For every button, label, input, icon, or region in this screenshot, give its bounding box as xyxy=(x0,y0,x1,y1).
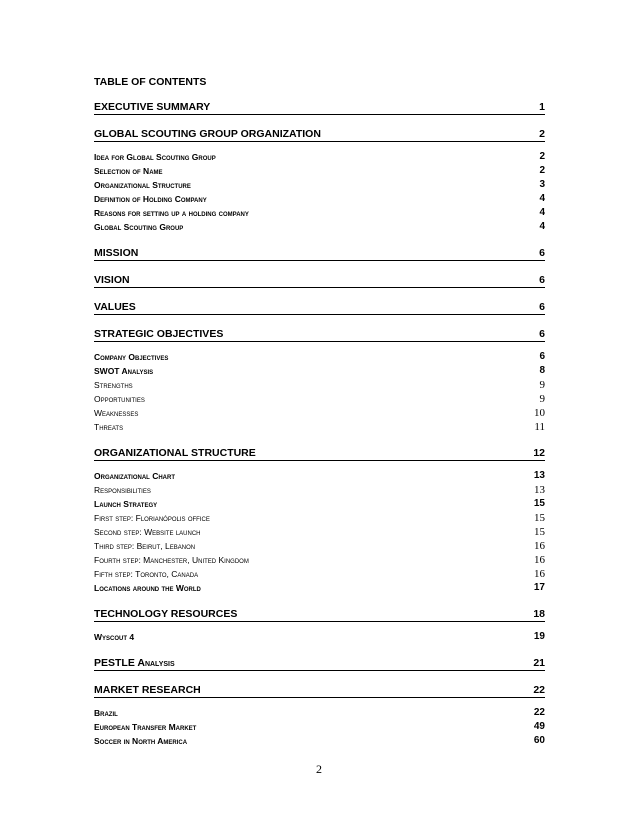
toc-entry-page: 19 xyxy=(533,631,545,642)
toc-entry-title: Idea for Global Scouting Group xyxy=(94,152,216,162)
toc-subentry-fifth-step[interactable] xyxy=(94,567,545,581)
toc-subentry-strengths[interactable] xyxy=(94,378,545,392)
toc-entry-title: Weaknesses xyxy=(94,408,139,418)
toc-entry-page: 21 xyxy=(533,657,545,669)
toc-entry-page: 13 xyxy=(534,484,545,496)
toc-entry-page: 22 xyxy=(533,684,545,696)
toc-entry-page: 9 xyxy=(539,393,545,405)
toc-entry-title: TECHNOLOGY RESOURCES xyxy=(94,608,238,620)
toc-entry-page: 11 xyxy=(534,421,545,433)
toc-title: TABLE OF CONTENTS xyxy=(94,76,207,88)
toc-subentry-brazil[interactable] xyxy=(94,706,545,720)
toc-entry-page: 15 xyxy=(534,512,545,524)
toc-entry-title: Organizational Chart xyxy=(94,471,175,481)
toc-heading-mission[interactable] xyxy=(94,247,545,261)
toc-subentry-launch-strategy[interactable] xyxy=(94,497,545,511)
toc-entry-page: 6 xyxy=(539,351,545,362)
toc-subentry-first-step[interactable] xyxy=(94,511,545,525)
toc-entry-title: Second step: Website launch xyxy=(94,527,201,537)
toc-entry-page: 15 xyxy=(534,526,545,538)
toc-heading-market-research[interactable] xyxy=(94,684,545,698)
toc-entry-title: Wyscout 4 xyxy=(94,632,135,642)
toc-heading-values[interactable] xyxy=(94,301,545,315)
toc-subentry-swot-analysis[interactable] xyxy=(94,364,545,378)
table-of-contents xyxy=(94,75,545,748)
toc-subentry-european-transfer-market[interactable] xyxy=(94,720,545,734)
toc-entry-title: GLOBAL SCOUTING GROUP ORGANIZATION xyxy=(94,128,321,140)
toc-subentry-wyscout[interactable] xyxy=(94,630,545,644)
toc-subentry-soccer-north-america[interactable] xyxy=(94,734,545,748)
toc-subentry-opportunities[interactable] xyxy=(94,392,545,406)
toc-subentry-selection-of-name[interactable] xyxy=(94,164,545,178)
toc-entry-page: 2 xyxy=(539,128,545,140)
toc-entry-page: 17 xyxy=(533,582,545,593)
toc-entry-title: Selection of Name xyxy=(94,166,163,176)
toc-entry-title: Reasons for setting up a holding company xyxy=(94,208,249,218)
toc-heading-executive-summary[interactable] xyxy=(94,101,545,115)
toc-entry-page: 10 xyxy=(534,407,545,419)
toc-entry-title: MISSION xyxy=(94,247,139,259)
toc-heading-strategic-objectives[interactable] xyxy=(94,328,545,342)
toc-entry-page: 1 xyxy=(539,101,545,113)
toc-entry-title: Soccer in North America xyxy=(94,736,188,746)
toc-entry-title: Fifth step: Toronto, Canada xyxy=(94,569,199,579)
toc-subentry-organizational-structure[interactable] xyxy=(94,178,545,192)
page-number: 2 xyxy=(316,762,322,776)
toc-subentry-idea[interactable] xyxy=(94,150,545,164)
toc-entry-title: EXECUTIVE SUMMARY xyxy=(94,101,211,113)
toc-entry-page: 22 xyxy=(533,707,545,718)
toc-entry-title: Strengths xyxy=(94,380,133,390)
toc-entry-title: ORGANIZATIONAL STRUCTURE xyxy=(94,447,256,459)
toc-entry-title: European Transfer Market xyxy=(94,722,197,732)
toc-subentry-global-scouting-group[interactable] xyxy=(94,220,545,234)
toc-entry-title: Launch Strategy xyxy=(94,499,158,509)
toc-entry-title: Brazil xyxy=(94,708,118,718)
toc-subentry-locations[interactable] xyxy=(94,581,545,595)
toc-entry-title: Global Scouting Group xyxy=(94,222,184,232)
toc-heading-organizational-structure[interactable] xyxy=(94,447,545,461)
toc-entry-title: Fourth step: Manchester, United Kingdom xyxy=(94,555,249,565)
toc-entry-page: 4 xyxy=(539,207,545,218)
toc-subentry-weaknesses[interactable] xyxy=(94,406,545,420)
toc-entry-page: 2 xyxy=(539,165,545,176)
toc-entry-page: 8 xyxy=(539,365,545,376)
toc-entry-title: Responsibilities xyxy=(94,485,151,495)
toc-entry-title: Organizational Structure xyxy=(94,180,191,190)
toc-entry-page: 13 xyxy=(533,470,545,481)
toc-entry-page: 18 xyxy=(533,608,545,620)
toc-entry-title: PESTLE Analysis xyxy=(94,657,175,669)
toc-subentry-responsibilities[interactable] xyxy=(94,483,545,497)
toc-subentry-third-step[interactable] xyxy=(94,539,545,553)
toc-entry-title: Third step: Beirut, Lebanon xyxy=(94,541,196,551)
toc-entry-page: 15 xyxy=(533,498,545,509)
toc-entry-title: Company Objectives xyxy=(94,352,169,362)
toc-entry-title: Definition of Holding Company xyxy=(94,194,207,204)
toc-entry-title: Opportunities xyxy=(94,394,145,404)
toc-entry-page: 12 xyxy=(533,447,545,459)
toc-entry-title: VALUES xyxy=(94,301,136,313)
toc-entry-page: 4 xyxy=(539,221,545,232)
toc-entry-title: VISION xyxy=(94,274,130,286)
toc-entry-title: SWOT Analysis xyxy=(94,366,154,376)
toc-subentry-threats[interactable] xyxy=(94,420,545,434)
toc-entry-title: MARKET RESEARCH xyxy=(94,684,201,696)
toc-entry-page: 6 xyxy=(539,274,545,286)
toc-heading-technology-resources[interactable] xyxy=(94,608,545,622)
toc-entry-page: 3 xyxy=(539,179,545,190)
toc-subentry-second-step[interactable] xyxy=(94,525,545,539)
toc-heading-pestle-analysis[interactable] xyxy=(94,657,545,671)
toc-entry-page: 60 xyxy=(533,735,545,746)
toc-entry-page: 16 xyxy=(534,554,545,566)
toc-entry-page: 4 xyxy=(539,193,545,204)
toc-entry-page: 16 xyxy=(534,540,545,552)
toc-entry-title: STRATEGIC OBJECTIVES xyxy=(94,328,224,340)
toc-subentry-company-objectives[interactable] xyxy=(94,350,545,364)
toc-entry-title: Threats xyxy=(94,422,124,432)
toc-heading-vision[interactable] xyxy=(94,274,545,288)
toc-entry-title: Locations around the World xyxy=(94,583,201,593)
toc-entry-page: 16 xyxy=(534,568,545,580)
toc-entry-page: 6 xyxy=(539,247,545,259)
toc-entry-page: 6 xyxy=(539,328,545,340)
toc-subentry-holding-company-reasons[interactable] xyxy=(94,206,545,220)
toc-heading-global-scouting-group-organization[interactable] xyxy=(94,128,545,142)
toc-subentry-organizational-chart[interactable] xyxy=(94,469,545,483)
toc-entry-page: 49 xyxy=(533,721,545,732)
toc-entry-page: 6 xyxy=(539,301,545,313)
toc-subentry-fourth-step[interactable] xyxy=(94,553,545,567)
toc-entry-title: First step: Florianópolis office xyxy=(94,513,210,523)
toc-entry-page: 9 xyxy=(539,379,545,391)
toc-entry-page: 2 xyxy=(539,151,545,162)
toc-subentry-holding-company-definition[interactable] xyxy=(94,192,545,206)
